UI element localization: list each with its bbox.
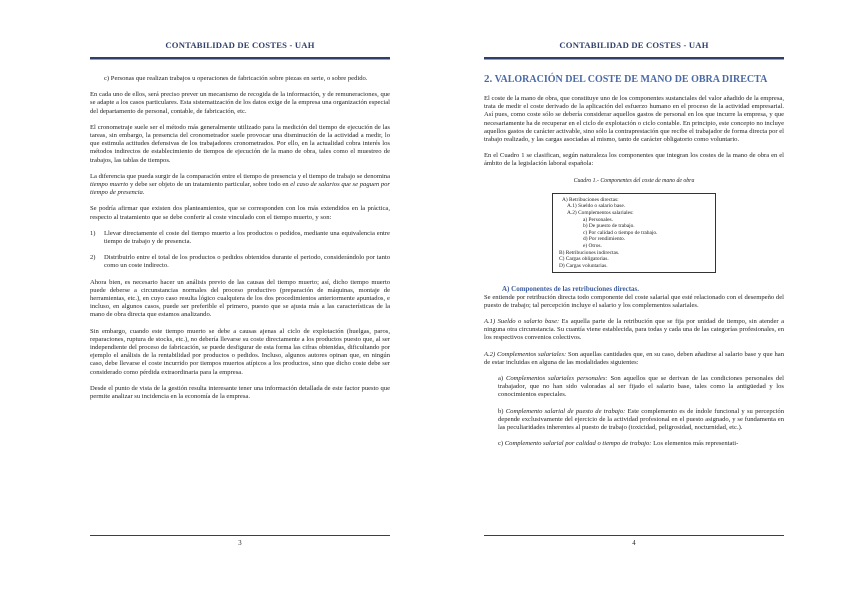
box-line: D) Cargas voluntarias.: [559, 262, 608, 269]
table-caption: Cuadro 1.- Componentes del coste de mano de obra: [573, 177, 695, 184]
paragraph: Ahora bien, es necesario hacer un análisis previo de las causas del tiempo muerto; así, dicho tiempo muerto puede deberse a circunstancias normales del proceso productivo (preparación de máquinas, montaje de herramientas, etc.), en cuyo caso resulta lógico cualquiera de los dos procedimientos anteriormente apuntados, e incluso, en algunos casos, puede ser preferible el primero, puesto que se ajusta más a las características de la mano de obra directa que estamos analizando.: [90, 278, 390, 319]
paragraph: [498, 375, 784, 400]
text-run: Este complemento es de índole funcional y su percepción depende exclusivamente del ejercicio de la actividad profesional en el puesto asignado, y se fundamenta en las peculiaridades inherentes al puesto de trabajo (toxicidad, peligrosidad, nocturnidad, etc.).: [498, 407, 784, 431]
list-item-c: c) Personas que realizan trabajos u operaciones de fabricación sobre piezas en serie, o sobre pedido.: [104, 75, 368, 82]
paragraph: En cada uno de ellos, será preciso prever un mecanismo de recogida de la información, y de remuneraciones, que se adapte a los casos particulares. Esta sistematización de los datos exige de la empresa una organización especial del departamento de personal, contable, de fabricación, etc.: [90, 91, 390, 115]
box-line: b) De puesto de trabajo.: [583, 223, 635, 230]
paragraph: [498, 440, 784, 448]
item-number: 1): [90, 229, 96, 237]
italic-term: Complemento salarial por calidad o tiempo de trabajo:: [504, 440, 652, 448]
page-number: 3: [238, 540, 242, 547]
right-page: [424, 0, 848, 599]
section-title: [484, 74, 784, 85]
italic-term: tiempo muerto: [90, 181, 129, 189]
paragraph: [484, 318, 784, 343]
text-run: c): [498, 440, 505, 448]
numbered-item: [90, 254, 390, 270]
header-rule: [484, 57, 784, 60]
item-text: Llevar directamente el coste del tiempo muerto a los productos o pedidos, mediante una equivalencia entre tiempo de trabajo y de presencia.: [104, 229, 390, 246]
box-line: d) Por rendimiento.: [583, 236, 626, 243]
section-title-text: VALORACIÓN DEL COSTE DE MANO DE OBRA DIRECTA: [492, 74, 768, 85]
paragraph: Se entiende por retribución directa todo componente del coste salarial que esté relacionado con el desempeño del puesto de trabajo; tal percepción incluye el salario y los complementos salariales.: [484, 293, 784, 309]
text-run: Los elementos más representati-: [651, 440, 739, 448]
header-rule: [90, 57, 390, 60]
left-body: [90, 75, 390, 409]
box-line: A) Retribuciones directas:: [562, 196, 619, 203]
components-box: [552, 193, 716, 274]
text-run: Son aquellas cantidades que, en su caso, deben añadirse al salario base y que han de estar incluidas en alguna de las modalidades siguientes:: [484, 350, 784, 366]
box-line: C) Cargas obligatorias.: [559, 256, 609, 263]
text-run: La diferencia que pueda surgir de la comparación entre el tiempo de presencia y el tiempo de trabajo se denomina: [90, 172, 390, 180]
running-header: CONTABILIDAD DE COSTES - UAH: [165, 40, 315, 50]
italic-term: A.2) Complementos salariales:: [484, 350, 567, 358]
italic-term: Complementos salariales personales:: [505, 374, 608, 382]
italic-term: el caso de salarios que se paguen por tiempo de presencia.: [90, 181, 390, 197]
paragraph: Desde el punto de vista de la gestión resulta interesante tener una información detallada de este factor puesto que permite analizar su incidencia en la economía de la empresa.: [90, 384, 390, 401]
footer-rule: [484, 535, 784, 536]
text-run: y debe ser objeto de un tratamiento particular, sobre todo en: [128, 181, 291, 189]
numbered-item: [90, 230, 390, 246]
item-text: Distribuirlo entre el total de los productos o pedidos obtenidos durante el periodo, considerándolo por tanto como un coste indirecto.: [104, 254, 390, 270]
box-line: a) Personales.: [583, 216, 613, 223]
paragraph: [90, 173, 390, 198]
paragraph: El coste de la mano de obra, que constituye uno de los componentes sustanciales del valor añadido de la empresa, trata de medir el coste derivado de la aplicación del esfuerzo humano en el proceso de la actividad empresarial. Así pues, como coste sólo se debería considerar aquellos gastos de personal en los que incurre la empresa, y que necesariamente ha de recuperar en el ciclo de explotación o ciclo contable. En principio, este concepto no incluye aquellos gastos de carácter activable, sino sólo la contraprestación que recibe el trabajador de forma directa por el trabajo realizado, y las cargas asociadas al mismo, tanto de carácter obligatorio como voluntario.: [484, 95, 784, 144]
box-line: A.2) Complementos salariales:: [567, 210, 634, 217]
section-number: 2.: [484, 73, 493, 85]
item-number: 2): [90, 254, 96, 262]
text-run: b): [498, 407, 506, 415]
text-run: a): [498, 374, 506, 382]
subsection-heading: A) Componentes de las retribuciones directas.: [502, 285, 640, 294]
running-header: CONTABILIDAD DE COSTES - UAH: [559, 40, 709, 50]
paragraph: En el Cuadro 1 se clasifican, según naturaleza los componentes que integran los costes de la mano de obra en el ámbito de la legislación laboral española:: [484, 152, 784, 168]
paragraph: [498, 408, 784, 433]
text-run: Es aquella parte de la retribución que se fija por unidad de tiempo, sin atender a ninguna otra circunstancia. Su cuantía viene establecida, para todas y cada una de las categorías profesionales, en los respectivos convenios colectivos.: [484, 317, 784, 342]
paragraph: Se podría afirmar que existen dos planteamientos, que se corresponden con los más extendidos en la práctica, respecto al tratamiento que se debe conferir al coste vinculado con el tiempo muerto, y son:: [90, 205, 390, 221]
paragraph: Sin embargo, cuando este tiempo muerto se debe a causas ajenas al ciclo de explotación (huelgas, paros, reparaciones, ruptura de stocks, etc.), no debería llevarse su coste directamente a los productos puesto que, al ser independiente del proceso de fabricación, se puede desfigurar de esta forma las cifras obtenidas, dificultando por ejemplo el análisis de la rentabilidad por productos o pedidos. Incluso, algunos autores opinan que, en ningún caso, debe llevarse el coste incurrido por tiempos muertos atípicos a los productos, sino que dicho coste debe ser considerado como pérdida extraordinaria para la empresa.: [90, 327, 390, 376]
italic-term: Complemento salarial de puesto de trabajo:: [505, 407, 626, 415]
paragraph: El cronometraje suele ser el método más generalmente utilizado para la medición del tiempo de ejecución de las tareas, sin embargo, la presencia del cronometrador suele provocar una disminución de la actividad a medir, lo que estimula actitudes defensivas de los trabajadores cronometrados. Por ello, en la actualidad cobra interés los métodos indirectos de establecimiento de tiempos de ejecución de la mano de obra, tales como el muestreo de trabajos, las tablas de tiempos.: [90, 123, 390, 164]
footer-rule: [90, 535, 390, 536]
box-line: A.1) Sueldo o salario base.: [567, 203, 626, 210]
box-line: B) Retribuciones indirectas.: [559, 249, 620, 256]
paragraph: [484, 351, 784, 367]
box-line: e) Otros.: [583, 242, 602, 249]
italic-term: A.1) Sueldo o salario base:: [484, 317, 560, 325]
box-line: c) Por calidad o tiempo de trabajo.: [583, 229, 658, 236]
right-body: [484, 74, 784, 456]
page-number: 4: [632, 540, 636, 547]
text-run: Son aquellos que se derivan de las condiciones personales del trabajador, que no han sido valoradas al ser fijado el salario base, tales como la antigüedad y los conocimientos especiales.: [498, 374, 784, 399]
